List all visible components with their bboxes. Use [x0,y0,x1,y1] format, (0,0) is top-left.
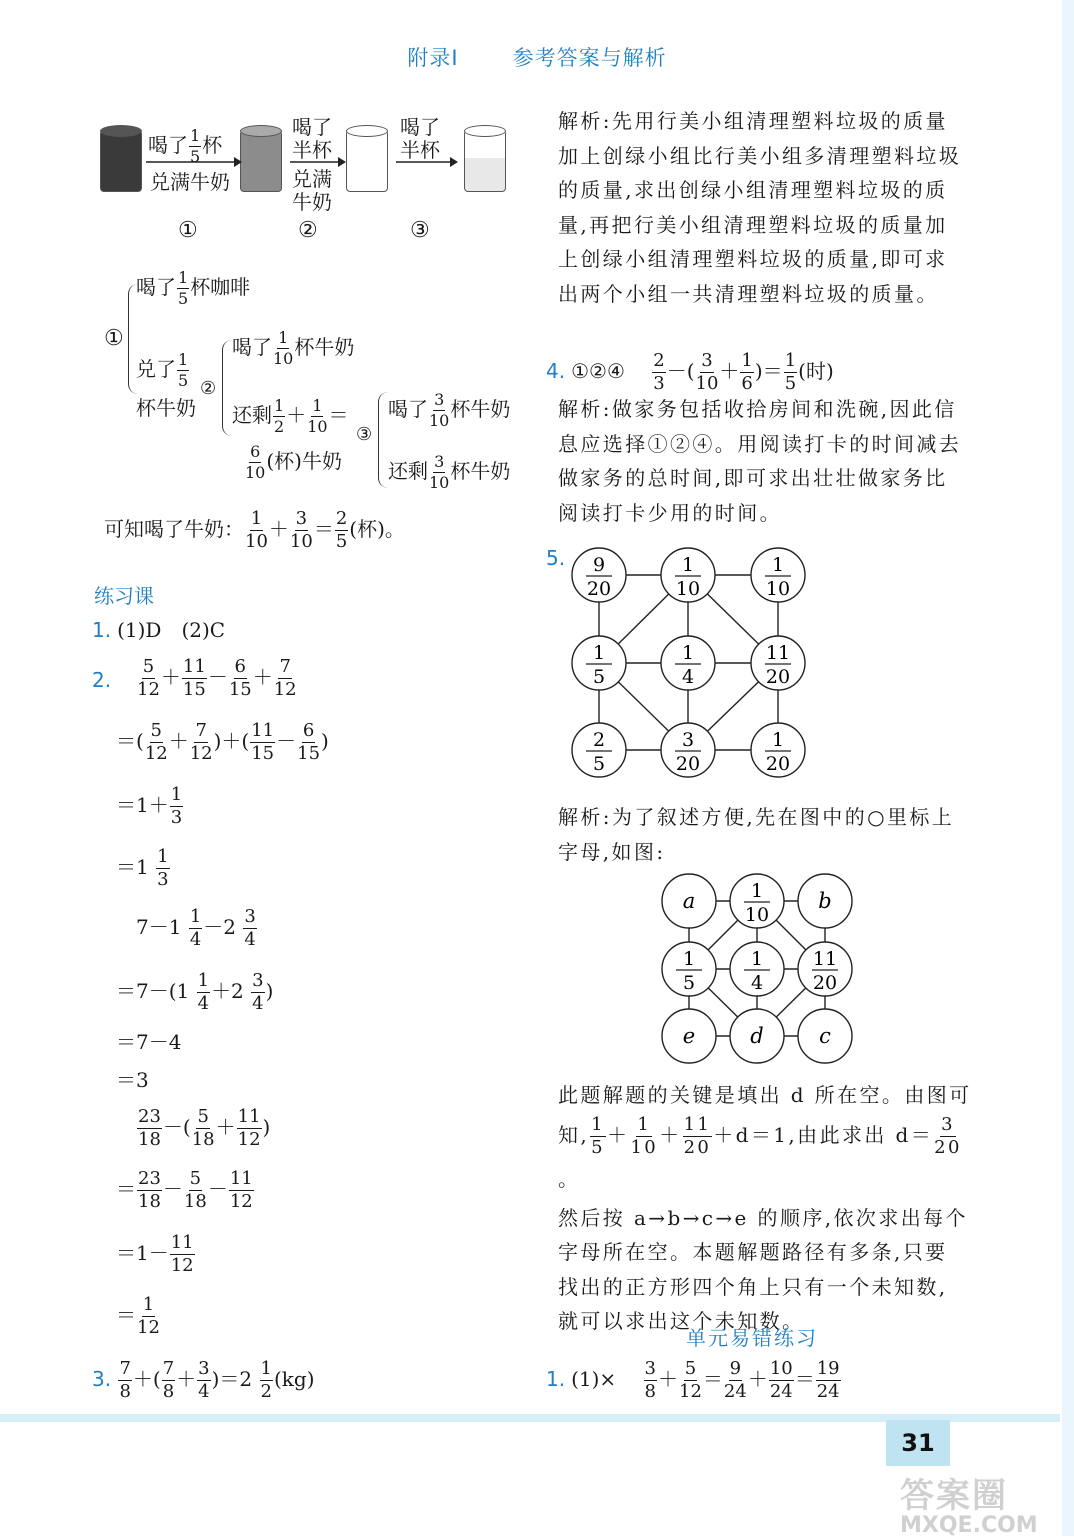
grid2-numerator: 11 [812,948,838,970]
analysis-4 [558,1078,978,1339]
analysis-4-line3: 然后按 a→b→c→e 的顺序,依次求出每个 [558,1205,968,1230]
grid2-node [662,874,716,928]
page-header [0,42,1074,72]
q2-line12: ＝ $\frac{1}{12}$ [116,1294,160,1338]
analysis-3: 解析:为了叙述方便,先在图中的○里标上 字母,如图: [558,805,955,864]
arrow1-icon [146,155,242,169]
grid1-node [572,723,626,777]
grid2-node [798,874,852,928]
grid1-numerator: 2 [592,729,606,751]
grid1-node [661,548,715,602]
tree-remaining-3: 还剩 $\frac{3}{10}$ 杯牛奶 [388,452,511,492]
grid1-numerator: 1 [592,642,606,664]
arrow3-icon [396,155,458,169]
grid1-denominator: 4 [681,666,695,688]
grid1-denominator: 10 [675,578,701,600]
arrow2-label: 喝了 半杯 [292,115,332,162]
grid2-node [798,1009,852,1063]
grid1-node [751,636,805,690]
q1-answer: 1. (1)D (2)C [92,618,226,642]
grid2-numerator: 1 [750,880,764,902]
q3-answer: 3. $\frac{7}{8}$ ＋( $\frac{7}{8}$ ＋ $\frac{3}{4}$ )＝2 $\frac{1}{2}$ (kg) [92,1358,315,1402]
grid2-numerator: 1 [750,948,764,970]
cup-label-3: ③ [410,218,430,243]
tree-node-2: ② [200,378,217,399]
q4-answer: 4. ①②④ $\frac{2}{3}$ －( $\frac{3}{10}$ ＋ $\frac{1}{6}$ )＝ $\frac{1}{5}$ (时) [546,350,834,394]
milk-conclusion: 可知喝了牛奶： $\frac{1}{10}$ ＋ $\frac{3}{10}$ ＝ $\frac{2}{5}$ (杯)。 [104,508,405,552]
tree-branch-milk: 兑了 $\frac{1}{5}$ [136,350,189,390]
grid2-node [730,1009,784,1063]
cup-mixed-icon [240,130,282,192]
grid1-numerator: 1 [681,642,695,664]
q2-line10: ＝ $\frac{23}{18}$ － $\frac{5}{18}$ － $\frac{11}{12}$ [116,1168,253,1212]
arrow2-bottom-label: 兑满 牛奶 [292,167,332,214]
tree-branch-milk-unit: 杯牛奶 [136,396,196,420]
fraction-grid-1 [560,540,820,790]
grid2-node [730,874,784,928]
grid2-letter: b [818,889,832,913]
q2-line6: ＝7－(1 $\frac{1}{4}$ ＋2 $\frac{3}{4}$ ) [116,970,274,1014]
grid1-node [572,636,626,690]
section-title-practice: 练习课 [94,584,154,608]
grid1-numerator: 1 [771,729,785,751]
grid2-node [730,942,784,996]
tree-remaining-result: $\frac{6}{10}$ (杯)牛奶 [245,442,342,482]
tree-branch-coffee: 喝了 $\frac{1}{5}$ 杯咖啡 [136,268,251,308]
grid2-node [798,942,852,996]
grid1-numerator: 1 [681,554,695,576]
analysis-2: 解析:做家务包括收拾房间和洗碗,因此信 息应选择①②④。用阅读打卡的时间减去 做家务的总时间,即可求出壮壮做家务比 阅读打卡少用的时间。 [558,397,962,525]
analysis-4-line2: 知, $\frac{1}{5}$ ＋ $\frac{1}{10}$ ＋ $\frac{11}{20}$ ＋d＝1,由此求出 d＝ $\frac{3}{20}$ 。 [558,1113,962,1191]
watermark-text: 答案圈 [900,1476,1008,1516]
u1-answer: 1. (1)× $\frac{3}{8}$ ＋ $\frac{5}{12}$ ＝ $\frac{9}{24}$ ＋ $\frac{10}{24}$ ＝ $\frac{19}{24}$ [546,1358,840,1402]
header-appendix: 附录Ⅰ [407,46,459,70]
tree-node-3: ③ [356,424,373,445]
cup-milk-icon [346,130,388,192]
q2-line4: ＝1 $\frac{1}{3}$ [116,846,169,890]
grid2-denominator: 10 [744,904,770,926]
grid1-numerator: 11 [765,642,791,664]
analysis-4-line5: 找出的正方形四个角上只有一个未知数, [558,1274,948,1299]
q2-line7: ＝7－4 [116,1030,182,1054]
grid1-denominator: 20 [765,666,791,688]
q2-line2: ＝( $\frac{5}{12}$ ＋ $\frac{7}{12}$ )＋( $\frac{11}{15}$ － $\frac{6}{15}$ ) [116,720,329,764]
cup-label-1: ① [178,218,198,243]
letter-grid-2 [655,870,865,1070]
tree-root: ① [104,326,124,351]
grid1-numerator: 1 [771,554,785,576]
analysis-1: 解析:先用行美小组清理塑料垃圾的质量 加上创绿小组比行美小组多清理塑料垃圾 的质量,求出创绿小组清理塑料垃圾的质 量,再把行美小组清理塑料垃圾的质量加 上创绿小组清理塑料垃圾的质量,即可求 出两个小组一共清理塑料垃圾的质量。 [558,109,962,306]
q2-number: 2. [92,668,112,692]
grid2-numerator: 1 [682,948,696,970]
analysis-4-line4: 字母所在空。本题解题路径有多条,只要 [558,1240,948,1265]
cup-full-coffee-icon [100,130,142,192]
grid1-denominator: 5 [592,666,606,688]
arrow1-bottom-label: 兑满牛奶 [150,170,230,194]
grid2-letter: e [682,1024,696,1048]
tree-drink-3: 喝了 $\frac{3}{10}$ 杯牛奶 [388,390,511,430]
grid2-letter: d [750,1024,764,1048]
watermark-url: MXQE.COM [900,1513,1038,1538]
analysis-4-line6: 就可以求出这个未知数。 [558,1309,805,1334]
grid2-denominator: 5 [682,972,696,994]
grid1-denominator: 10 [765,578,791,600]
grid1-numerator: 3 [681,729,695,751]
grid1-node [751,548,805,602]
analysis-4-line1: 此题解题的关键是填出 d 所在空。由图可 [558,1083,972,1107]
grid1-denominator: 20 [675,753,701,775]
watermark-logo [900,1468,1038,1538]
grid2-denominator: 20 [812,972,838,994]
grid1-denominator: 20 [586,578,612,600]
grid2-letter: c [819,1024,831,1048]
grid2-denominator: 4 [750,972,764,994]
q2-line5: 7－1 $\frac{1}{4}$ －2 $\frac{3}{4}$ [136,906,256,950]
grid1-denominator: 20 [765,753,791,775]
q5-number: 5. [546,546,566,570]
cup-half-icon [464,130,506,192]
grid1-node [661,723,715,777]
grid2-letter: a [682,889,696,913]
q2-line9: $\frac{23}{18}$ －( $\frac{5}{18}$ ＋ $\frac{11}{12}$ ) [138,1106,271,1150]
grid2-node [662,942,716,996]
tree-remaining: 还剩 $\frac{1}{2}$ ＋ $\frac{1}{10}$ ＝ [232,396,349,436]
arrow1-top-label: 喝了 $\frac{1}{5}$ 杯 [148,126,223,166]
q2-line11: ＝1－ $\frac{11}{12}$ [116,1232,194,1276]
q2-line8: ＝3 [116,1068,149,1092]
grid1-node [661,636,715,690]
header-title: 参考答案与解析 [512,46,667,70]
grid1-numerator: 9 [592,554,606,576]
arrow3-label: 喝了 半杯 [400,115,440,162]
page-number: 31 [886,1420,950,1466]
cup-label-2: ② [298,218,318,243]
grid1-denominator: 5 [592,753,606,775]
q2-line1: $\frac{5}{12}$ ＋ $\frac{11}{15}$ － $\frac{6}{15}$ ＋ $\frac{7}{12}$ [137,656,297,700]
grid1-node [572,548,626,602]
grid2-node [662,1009,716,1063]
page-edge [1062,0,1074,1536]
grid1-node [751,723,805,777]
q2-line3: ＝1＋ $\frac{1}{3}$ [116,784,183,828]
unit-mistakes-title: 单元易错练习 [686,1326,818,1350]
tree-drink-half: 喝了 $\frac{1}{10}$ 杯牛奶 [232,328,355,368]
